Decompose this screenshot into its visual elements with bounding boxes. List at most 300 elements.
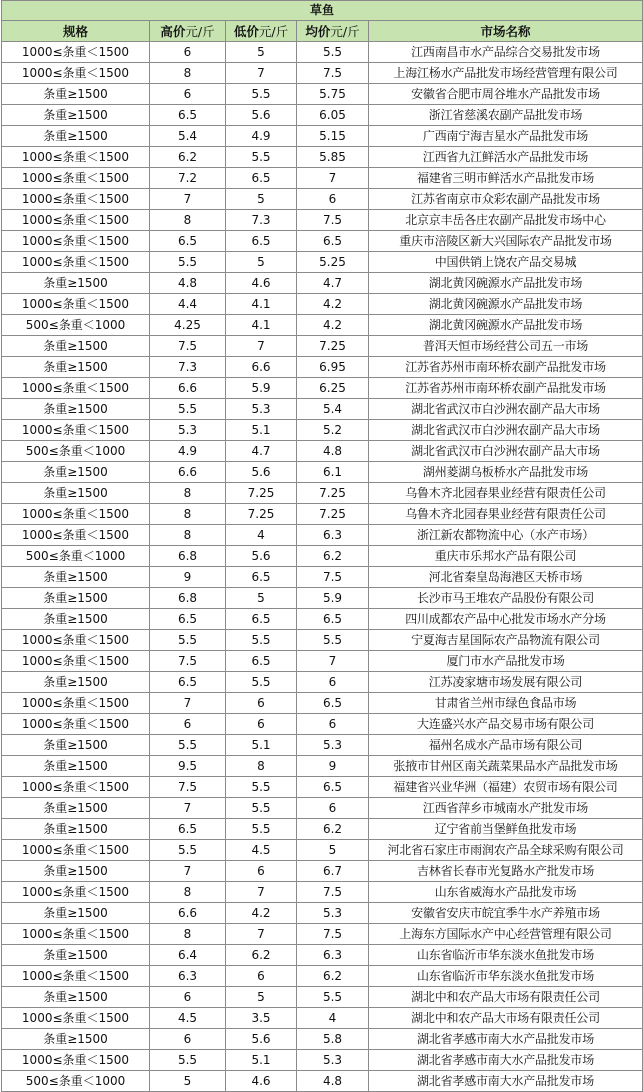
header-low xyxy=(226,21,297,42)
market-name-cell: 山东省临沂市华东淡水鱼批发市场 xyxy=(369,966,643,987)
high-price-cell: 5 xyxy=(150,1071,226,1092)
market-name-cell: 江苏凌家塘市场发展有限公司 xyxy=(369,672,643,693)
spec-cell: 1000≤条重＜1500 xyxy=(2,378,150,399)
market-name-cell: 江苏省苏州市南环桥农副产品批发市场 xyxy=(369,378,643,399)
market-name-cell: 上海东方国际水产中心经营管理有限公司 xyxy=(369,924,643,945)
table-row xyxy=(2,462,643,483)
spec-cell: 条重≥1500 xyxy=(2,861,150,882)
avg-price-cell: 7.5 xyxy=(297,210,369,231)
market-name-cell: 宁夏海吉星国际农产品物流有限公司 xyxy=(369,630,643,651)
header-high-unit: 元/斤 xyxy=(185,23,215,39)
spec-cell: 条重≥1500 xyxy=(2,945,150,966)
high-price-cell: 6.6 xyxy=(150,462,226,483)
high-price-cell: 8 xyxy=(150,63,226,84)
market-name-cell: 四川成都农产品中心批发市场水产分场 xyxy=(369,609,643,630)
table-row xyxy=(2,63,643,84)
table-row xyxy=(2,105,643,126)
header-low-unit: 元/斤 xyxy=(258,23,289,39)
avg-price-cell: 6.2 xyxy=(297,966,369,987)
high-price-cell: 8 xyxy=(150,882,226,903)
high-price-cell: 7 xyxy=(150,861,226,882)
spec-cell: 1000≤条重＜1500 xyxy=(2,882,150,903)
high-price-cell: 5.4 xyxy=(150,126,226,147)
spec-cell: 1000≤条重＜1500 xyxy=(2,840,150,861)
low-price-cell: 5.6 xyxy=(226,105,297,126)
spec-cell: 条重≥1500 xyxy=(2,609,150,630)
spec-cell: 条重≥1500 xyxy=(2,819,150,840)
spec-cell: 条重≥1500 xyxy=(2,735,150,756)
high-price-cell: 9.5 xyxy=(150,756,226,777)
low-price-cell: 5.3 xyxy=(226,399,297,420)
low-price-cell: 6 xyxy=(226,693,297,714)
avg-price-cell: 5.3 xyxy=(297,1050,369,1071)
high-price-cell: 6 xyxy=(150,714,226,735)
avg-price-cell: 5 xyxy=(297,840,369,861)
spec-cell: 条重≥1500 xyxy=(2,84,150,105)
high-price-cell: 6.4 xyxy=(150,945,226,966)
low-price-cell: 4.6 xyxy=(226,273,297,294)
high-price-cell: 8 xyxy=(150,504,226,525)
high-price-cell: 6.8 xyxy=(150,588,226,609)
avg-price-cell: 6.3 xyxy=(297,945,369,966)
low-price-cell: 5.6 xyxy=(226,546,297,567)
low-price-cell: 6.5 xyxy=(226,567,297,588)
spec-cell: 1000≤条重＜1500 xyxy=(2,714,150,735)
high-price-cell: 6.6 xyxy=(150,903,226,924)
table-row xyxy=(2,693,643,714)
table-row xyxy=(2,378,643,399)
market-name-cell: 湖北省孝感市南大水产品批发市场 xyxy=(369,1050,643,1071)
spec-cell: 条重≥1500 xyxy=(2,336,150,357)
header-spec-label: 规格 xyxy=(62,23,88,39)
high-price-cell: 7.5 xyxy=(150,777,226,798)
avg-price-cell: 5.25 xyxy=(297,252,369,273)
low-price-cell: 5 xyxy=(226,252,297,273)
market-name-cell: 江苏省苏州市南环桥农副产品批发市场 xyxy=(369,357,643,378)
high-price-cell: 6.2 xyxy=(150,147,226,168)
table-row xyxy=(2,819,643,840)
spec-cell: 1000≤条重＜1500 xyxy=(2,651,150,672)
table-row xyxy=(2,651,643,672)
high-price-cell: 6.5 xyxy=(150,672,226,693)
avg-price-cell: 6.2 xyxy=(297,546,369,567)
table-title-row xyxy=(2,1,643,21)
table-row xyxy=(2,1050,643,1071)
avg-price-cell: 4.8 xyxy=(297,1071,369,1092)
market-name-cell: 湖北省武汉市白沙洲农副产品大市场 xyxy=(369,441,643,462)
spec-cell: 1000≤条重＜1500 xyxy=(2,924,150,945)
table-row xyxy=(2,84,643,105)
table-row xyxy=(2,441,643,462)
avg-price-cell: 6 xyxy=(297,714,369,735)
market-name-cell: 张掖市甘州区南关蔬菜果品水产品批发市场 xyxy=(369,756,643,777)
high-price-cell: 6.5 xyxy=(150,819,226,840)
low-price-cell: 5.5 xyxy=(226,819,297,840)
table-row xyxy=(2,357,643,378)
high-price-cell: 7.5 xyxy=(150,651,226,672)
spec-cell: 条重≥1500 xyxy=(2,105,150,126)
market-name-cell: 浙江新农都物流中心（水产市场） xyxy=(369,525,643,546)
spec-cell: 条重≥1500 xyxy=(2,462,150,483)
avg-price-cell: 5.2 xyxy=(297,420,369,441)
avg-price-cell: 6.5 xyxy=(297,777,369,798)
avg-price-cell: 6.25 xyxy=(297,378,369,399)
avg-price-cell: 6.5 xyxy=(297,231,369,252)
header-avg xyxy=(297,21,369,42)
market-name-cell: 湖北省武汉市白沙洲农副产品大市场 xyxy=(369,420,643,441)
high-price-cell: 6.3 xyxy=(150,966,226,987)
low-price-cell: 5.5 xyxy=(226,798,297,819)
market-name-cell: 北京京丰岳各庄农副产品批发市场中心 xyxy=(369,210,643,231)
avg-price-cell: 7.25 xyxy=(297,483,369,504)
avg-price-cell: 4.7 xyxy=(297,273,369,294)
table-header-row xyxy=(2,21,643,42)
low-price-cell: 4 xyxy=(226,525,297,546)
spec-cell: 1000≤条重＜1500 xyxy=(2,42,150,63)
avg-price-cell: 9 xyxy=(297,756,369,777)
low-price-cell: 3.5 xyxy=(226,1008,297,1029)
spec-cell: 1000≤条重＜1500 xyxy=(2,168,150,189)
table-row xyxy=(2,714,643,735)
table-row xyxy=(2,546,643,567)
high-price-cell: 4.25 xyxy=(150,315,226,336)
spec-cell: 1000≤条重＜1500 xyxy=(2,63,150,84)
spec-cell: 条重≥1500 xyxy=(2,756,150,777)
spec-cell: 条重≥1500 xyxy=(2,483,150,504)
avg-price-cell: 5.3 xyxy=(297,903,369,924)
avg-price-cell: 6.3 xyxy=(297,525,369,546)
spec-cell: 1000≤条重＜1500 xyxy=(2,210,150,231)
low-price-cell: 5.5 xyxy=(226,672,297,693)
high-price-cell: 6 xyxy=(150,1029,226,1050)
spec-cell: 1000≤条重＜1500 xyxy=(2,777,150,798)
avg-price-cell: 7 xyxy=(297,168,369,189)
high-price-cell: 8 xyxy=(150,525,226,546)
high-price-cell: 4.8 xyxy=(150,273,226,294)
high-price-cell: 7 xyxy=(150,798,226,819)
low-price-cell: 6.5 xyxy=(226,651,297,672)
high-price-cell: 6 xyxy=(150,42,226,63)
spec-cell: 1000≤条重＜1500 xyxy=(2,966,150,987)
spec-cell: 1000≤条重＜1500 xyxy=(2,1008,150,1029)
table-row xyxy=(2,273,643,294)
market-name-cell: 湖北黄冈碗源水产品批发市场 xyxy=(369,273,643,294)
table-body xyxy=(2,42,643,1092)
price-table xyxy=(1,0,643,1092)
avg-price-cell: 5.15 xyxy=(297,126,369,147)
avg-price-cell: 5.5 xyxy=(297,42,369,63)
market-name-cell: 福建省三明市鲜活水产品批发市场 xyxy=(369,168,643,189)
market-name-cell: 安徽省安庆市皖宜季牛水产养殖市场 xyxy=(369,903,643,924)
market-name-cell: 湖北黄冈碗源水产品批发市场 xyxy=(369,294,643,315)
high-price-cell: 8 xyxy=(150,483,226,504)
avg-price-cell: 7.5 xyxy=(297,567,369,588)
table-row xyxy=(2,588,643,609)
header-high-label: 高价 xyxy=(160,23,186,39)
table-row xyxy=(2,147,643,168)
low-price-cell: 6.5 xyxy=(226,168,297,189)
high-price-cell: 5.5 xyxy=(150,840,226,861)
market-name-cell: 湖北省武汉市白沙洲农副产品大市场 xyxy=(369,399,643,420)
avg-price-cell: 5.5 xyxy=(297,630,369,651)
low-price-cell: 7 xyxy=(226,924,297,945)
market-name-cell: 山东省临沂市华东淡水鱼批发市场 xyxy=(369,945,643,966)
low-price-cell: 7 xyxy=(226,882,297,903)
low-price-cell: 7 xyxy=(226,336,297,357)
spec-cell: 条重≥1500 xyxy=(2,273,150,294)
low-price-cell: 5.1 xyxy=(226,735,297,756)
low-price-cell: 4.1 xyxy=(226,294,297,315)
avg-price-cell: 5.3 xyxy=(297,735,369,756)
spec-cell: 条重≥1500 xyxy=(2,903,150,924)
low-price-cell: 4.7 xyxy=(226,441,297,462)
low-price-cell: 6 xyxy=(226,714,297,735)
table-row xyxy=(2,504,643,525)
table-row xyxy=(2,861,643,882)
high-price-cell: 8 xyxy=(150,210,226,231)
high-price-cell: 4.9 xyxy=(150,441,226,462)
spec-cell: 1000≤条重＜1500 xyxy=(2,693,150,714)
market-name-cell: 广西南宁海吉星水产品批发市场 xyxy=(369,126,643,147)
avg-price-cell: 6.5 xyxy=(297,609,369,630)
table-row xyxy=(2,798,643,819)
avg-price-cell: 6.5 xyxy=(297,693,369,714)
low-price-cell: 5 xyxy=(226,42,297,63)
avg-price-cell: 4 xyxy=(297,1008,369,1029)
high-price-cell: 5.3 xyxy=(150,420,226,441)
high-price-cell: 9 xyxy=(150,567,226,588)
avg-price-cell: 5.85 xyxy=(297,147,369,168)
table-row xyxy=(2,420,643,441)
avg-price-cell: 6 xyxy=(297,189,369,210)
spec-cell: 500≤条重＜1000 xyxy=(2,315,150,336)
low-price-cell: 5 xyxy=(226,588,297,609)
table-row xyxy=(2,336,643,357)
table-row xyxy=(2,777,643,798)
spec-cell: 条重≥1500 xyxy=(2,672,150,693)
market-name-cell: 普洱天恒市场经营公司五一市场 xyxy=(369,336,643,357)
spec-cell: 条重≥1500 xyxy=(2,987,150,1008)
table-row xyxy=(2,252,643,273)
table-row xyxy=(2,294,643,315)
header-avg-label: 均价 xyxy=(305,23,331,39)
low-price-cell: 6.5 xyxy=(226,231,297,252)
high-price-cell: 7 xyxy=(150,693,226,714)
header-avg-unit: 元/斤 xyxy=(330,23,360,39)
low-price-cell: 5.9 xyxy=(226,378,297,399)
table-row xyxy=(2,735,643,756)
high-price-cell: 5.5 xyxy=(150,1050,226,1071)
low-price-cell: 5 xyxy=(226,189,297,210)
market-name-cell: 湖北省孝感市南大水产品批发市场 xyxy=(369,1029,643,1050)
market-name-cell: 湖北中和农产品大市场有限责任公司 xyxy=(369,987,643,1008)
header-market xyxy=(369,21,643,42)
avg-price-cell: 6.05 xyxy=(297,105,369,126)
market-name-cell: 厦门市水产品批发市场 xyxy=(369,651,643,672)
high-price-cell: 8 xyxy=(150,924,226,945)
spec-cell: 1000≤条重＜1500 xyxy=(2,1050,150,1071)
market-name-cell: 河北省秦皇岛海港区天桥市场 xyxy=(369,567,643,588)
avg-price-cell: 4.8 xyxy=(297,441,369,462)
low-price-cell: 5.5 xyxy=(226,630,297,651)
avg-price-cell: 7.5 xyxy=(297,63,369,84)
high-price-cell: 7.3 xyxy=(150,357,226,378)
avg-price-cell: 6.7 xyxy=(297,861,369,882)
high-price-cell: 6.5 xyxy=(150,231,226,252)
spec-cell: 1000≤条重＜1500 xyxy=(2,504,150,525)
spec-cell: 条重≥1500 xyxy=(2,567,150,588)
high-price-cell: 6.5 xyxy=(150,105,226,126)
avg-price-cell: 5.5 xyxy=(297,987,369,1008)
high-price-cell: 5.5 xyxy=(150,630,226,651)
market-name-cell: 辽宁省前当堡鲜鱼批发市场 xyxy=(369,819,643,840)
market-name-cell: 江西省九江鲜活水产品批发市场 xyxy=(369,147,643,168)
table-row xyxy=(2,945,643,966)
table-row xyxy=(2,210,643,231)
avg-price-cell: 6 xyxy=(297,798,369,819)
market-name-cell: 乌鲁木齐北园春果业经营有限责任公司 xyxy=(369,483,643,504)
avg-price-cell: 7.25 xyxy=(297,336,369,357)
table-row xyxy=(2,567,643,588)
header-spec xyxy=(2,21,150,42)
spec-cell: 条重≥1500 xyxy=(2,798,150,819)
spec-cell: 条重≥1500 xyxy=(2,126,150,147)
low-price-cell: 5.5 xyxy=(226,147,297,168)
table-row xyxy=(2,1029,643,1050)
high-price-cell: 6.8 xyxy=(150,546,226,567)
market-name-cell: 浙江省慈溪农副产品批发市场 xyxy=(369,105,643,126)
market-name-cell: 长沙市马王堆农产品股份有限公司 xyxy=(369,588,643,609)
table-row xyxy=(2,189,643,210)
market-name-cell: 湖州菱湖乌板桥水产品批发市场 xyxy=(369,462,643,483)
low-price-cell: 7.3 xyxy=(226,210,297,231)
spec-cell: 条重≥1500 xyxy=(2,1029,150,1050)
table-row xyxy=(2,924,643,945)
table-row xyxy=(2,483,643,504)
low-price-cell: 4.2 xyxy=(226,903,297,924)
market-name-cell: 安徽省合肥市周谷堆水产品批发市场 xyxy=(369,84,643,105)
low-price-cell: 5.6 xyxy=(226,1029,297,1050)
table-row xyxy=(2,1008,643,1029)
table-row xyxy=(2,525,643,546)
spec-cell: 1000≤条重＜1500 xyxy=(2,630,150,651)
spec-cell: 500≤条重＜1000 xyxy=(2,441,150,462)
spec-cell: 1000≤条重＜1500 xyxy=(2,189,150,210)
market-name-cell: 江西南昌市水产品综合交易批发市场 xyxy=(369,42,643,63)
spec-cell: 500≤条重＜1000 xyxy=(2,546,150,567)
low-price-cell: 4.5 xyxy=(226,840,297,861)
market-name-cell: 重庆市乐邦水产品有限公司 xyxy=(369,546,643,567)
low-price-cell: 7.25 xyxy=(226,504,297,525)
table-row xyxy=(2,231,643,252)
avg-price-cell: 6 xyxy=(297,672,369,693)
market-name-cell: 甘肃省兰州市绿色食品市场 xyxy=(369,693,643,714)
avg-price-cell: 5.75 xyxy=(297,84,369,105)
avg-price-cell: 5.8 xyxy=(297,1029,369,1050)
spec-cell: 1000≤条重＜1500 xyxy=(2,252,150,273)
market-name-cell: 乌鲁木齐北园春果业经营有限责任公司 xyxy=(369,504,643,525)
low-price-cell: 5.5 xyxy=(226,777,297,798)
low-price-cell: 7 xyxy=(226,63,297,84)
table-row xyxy=(2,987,643,1008)
spec-cell: 1000≤条重＜1500 xyxy=(2,147,150,168)
high-price-cell: 5.5 xyxy=(150,252,226,273)
market-name-cell: 福州名成水产品市场有限公司 xyxy=(369,735,643,756)
high-price-cell: 4.4 xyxy=(150,294,226,315)
spec-cell: 条重≥1500 xyxy=(2,357,150,378)
avg-price-cell: 4.2 xyxy=(297,294,369,315)
header-low-label: 低价 xyxy=(233,23,259,39)
market-name-cell: 山东省威海水产品批发市场 xyxy=(369,882,643,903)
high-price-cell: 4.5 xyxy=(150,1008,226,1029)
table-row xyxy=(2,126,643,147)
table-row xyxy=(2,756,643,777)
table-row xyxy=(2,399,643,420)
low-price-cell: 6 xyxy=(226,966,297,987)
table-row xyxy=(2,609,643,630)
table-row xyxy=(2,903,643,924)
avg-price-cell: 4.2 xyxy=(297,315,369,336)
avg-price-cell: 7 xyxy=(297,651,369,672)
header-market-label: 市场名称 xyxy=(480,23,531,39)
table-row xyxy=(2,882,643,903)
high-price-cell: 6 xyxy=(150,987,226,1008)
low-price-cell: 4.1 xyxy=(226,315,297,336)
avg-price-cell: 7.5 xyxy=(297,882,369,903)
high-price-cell: 5.5 xyxy=(150,735,226,756)
low-price-cell: 7.25 xyxy=(226,483,297,504)
table-row xyxy=(2,168,643,189)
table-row xyxy=(2,1071,643,1092)
market-name-cell: 湖北中和农产品大市场有限责任公司 xyxy=(369,1008,643,1029)
market-name-cell: 江苏省南京市众彩农副产品批发市场 xyxy=(369,189,643,210)
high-price-cell: 6.5 xyxy=(150,609,226,630)
market-name-cell: 湖北黄冈碗源水产品批发市场 xyxy=(369,315,643,336)
avg-price-cell: 7.25 xyxy=(297,504,369,525)
low-price-cell: 5.6 xyxy=(226,462,297,483)
market-name-cell: 河北省石家庄市雨润农产品全球采购有限公司 xyxy=(369,840,643,861)
avg-price-cell: 6.1 xyxy=(297,462,369,483)
market-name-cell: 上海江杨水产品批发市场经营管理有限公司 xyxy=(369,63,643,84)
low-price-cell: 5.1 xyxy=(226,420,297,441)
low-price-cell: 4.6 xyxy=(226,1071,297,1092)
low-price-cell: 5.1 xyxy=(226,1050,297,1071)
market-name-cell: 吉林省长春市光复路水产批发市场 xyxy=(369,861,643,882)
high-price-cell: 7.5 xyxy=(150,336,226,357)
high-price-cell: 5.5 xyxy=(150,399,226,420)
low-price-cell: 5.5 xyxy=(226,84,297,105)
market-name-cell: 重庆市涪陵区新大兴国际农产品批发市场 xyxy=(369,231,643,252)
low-price-cell: 8 xyxy=(226,756,297,777)
spec-cell: 条重≥1500 xyxy=(2,399,150,420)
spec-cell: 1000≤条重＜1500 xyxy=(2,294,150,315)
market-name-cell: 福建省兴业华洲（福建）农贸市场有限公司 xyxy=(369,777,643,798)
high-price-cell: 6.6 xyxy=(150,378,226,399)
avg-price-cell: 7.5 xyxy=(297,924,369,945)
spec-cell: 条重≥1500 xyxy=(2,588,150,609)
table-row xyxy=(2,840,643,861)
table-row xyxy=(2,315,643,336)
spec-cell: 1000≤条重＜1500 xyxy=(2,525,150,546)
table-row xyxy=(2,42,643,63)
avg-price-cell: 6.2 xyxy=(297,819,369,840)
high-price-cell: 7.2 xyxy=(150,168,226,189)
low-price-cell: 6.5 xyxy=(226,609,297,630)
spec-cell: 1000≤条重＜1500 xyxy=(2,231,150,252)
high-price-cell: 7 xyxy=(150,189,226,210)
low-price-cell: 5 xyxy=(226,987,297,1008)
market-name-cell: 湖北省孝感市南大水产品批发市场 xyxy=(369,1071,643,1092)
